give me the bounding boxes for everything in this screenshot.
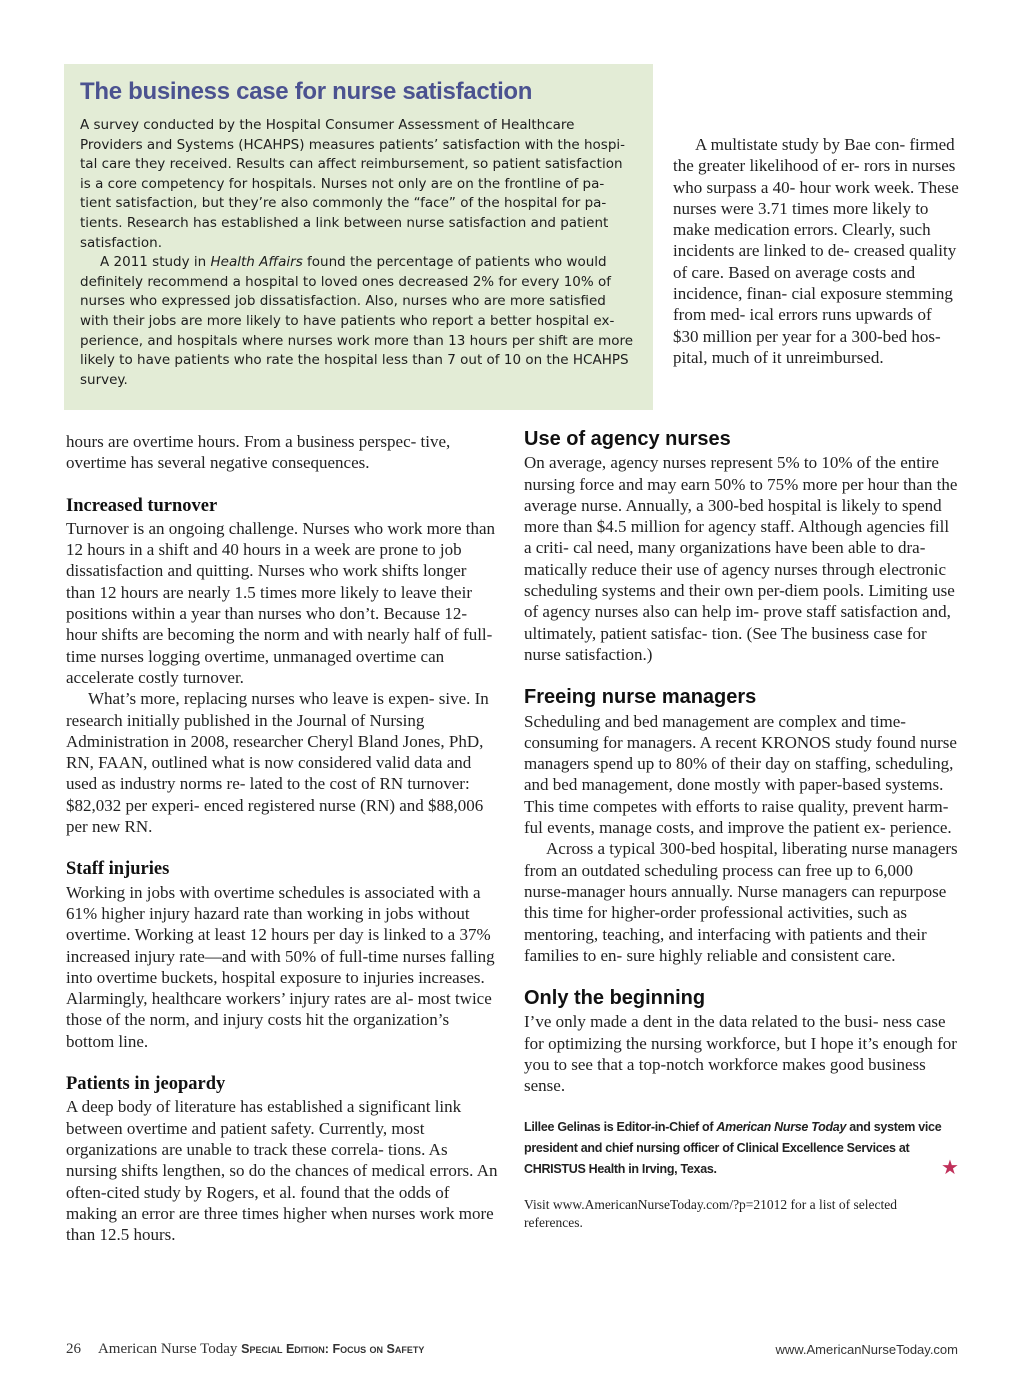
managers-paragraph-2: Across a typical 300-bed hospital, liberating nurse managers from an outdated scheduling process can free up to 6,000 nurse-manager hours annually. Nurse managers can repurpose this time for higher-order professional activities, such as mentoring, teaching, and interfacing with patients and their families to en- sure highly reliable and consistent care. — [524, 839, 958, 965]
edition-label: Special Edition: Focus on Safety — [241, 1342, 425, 1356]
author-bio-pre: Lillee Gelinas is Editor-in-Chief of — [524, 1119, 717, 1134]
star-icon: ★ — [941, 1155, 959, 1179]
managers-paragraph-1: Scheduling and bed management are complex and time-consuming for managers. A recent KRONOS study found nurse managers spend up to 80% of their day on staffing, scheduling, and bed management, done mostly with paper-based systems. This time competes with efforts to raise quality, prevent harm- ful events, manage costs, and improve the patient ex- perience. — [524, 711, 957, 838]
turnover-paragraph-2: What’s more, replacing nurses who leave is expen- sive. In research initially published in the Journal of Nursing Administration in 2008, researcher Cheryl Bland Jones, PhD, RN, FAAN, outlined what is now considered valid data and used as industry norms re- lated to the cost of RN turnover: $82,032 per experi- enced registered nurse (RN) and $88,006 per new RN. — [66, 689, 489, 837]
sidebar-title: The business case for nurse satisfaction — [80, 78, 533, 105]
managers-heading: Freeing nurse managers — [524, 686, 757, 709]
top-right-column — [673, 134, 959, 368]
sidebar-box — [64, 64, 653, 410]
sidebar-paragraph-2-pre: A 2011 study in — [100, 254, 211, 271]
page-number: 26 — [66, 1341, 81, 1357]
injuries-paragraph: Working in jobs with overtime schedules is associated with a 61% higher injury hazard rate than working in jobs without overtime. Working at least 12 hours per day is linked to a 37% increased injury rate—and with 50% of full-time nurses falling into overtime buckets, hospital exposure to injuries increases. Alarmingly, healthcare workers’ injury rates are al- most twice those of the norm, and injury costs hit the organization’s bottom line. — [66, 882, 495, 1051]
footer-left — [66, 1341, 424, 1358]
beginning-heading: Only the beginning — [524, 987, 706, 1010]
sidebar-paragraph-2 — [80, 253, 637, 390]
jeopardy-paragraph: A deep body of literature has established a significant link between overtime and patient safety. Currently, most organizations are unable to track these correla- tions. As nursing shifts lengthen, so do the chances of medical errors. An often-cited study by Rogers, et al. found that the odds of making an error are three times higher when nurses work more than 12.5 hours. — [66, 1097, 498, 1245]
right-column — [524, 429, 958, 1232]
sidebar-paragraph-1: A survey conducted by the Hospital Consumer Assessment of Healthcare Providers and Systems (HCAHPS) measures patients’ satisfaction with the hospi- tal care they received. Results can affect reimbursement, so patient satisfaction is a core competency for hospitals. Nurses not only are on the frontline of pa- tient satisfaction, but they’re also commonly the “face” of the hospital for pa- tients. Research has established a link between nurse satisfaction and patient satisfaction. — [80, 117, 626, 251]
sidebar-paragraph-2-post: found the percentage of patients who would definitely recommend a hospital to loved ones decreased 2% for every 10% of nurses who expressed job dissatisfaction. Also, nurses who are more satisfied with their jobs are more likely to have patients who report a better hospital ex- perience, and hospitals where nurses work more than 13 hours per shift are more likely to have patients who rate the hospital less than 7 out of 10 on the HCAHPS survey. — [80, 254, 634, 388]
beginning-paragraph: I’ve only made a dent in the data related to the busi- ness case for optimizing the nursing workforce, but I hope it’s enough for you to see that a top-notch workforce makes good business sense. — [524, 1012, 957, 1096]
agency-heading: Use of agency nurses — [524, 428, 731, 450]
turnover-paragraph-1: Turnover is an ongoing challenge. Nurses who work more than 12 hours in a shift and 40 hours in a week are prone to job dissatisfaction and quitting. Nurses who work shifts longer than 12 hours are nearly 1.5 times more likely to leave their positions within a year than nurses who don’t. Because 12-hour shifts are becoming the norm and with nearly half of full- time nurses logging overtime, unmanaged overtime can accelerate costly turnover. — [66, 518, 496, 687]
author-bio-post: and system vice president and chief nursing officer of Clinical Excellence Services at CHRISTUS Health in Irving, Texas. — [524, 1119, 942, 1176]
overtime-intro-paragraph: hours are overtime hours. From a business perspec- tive, overtime has several negative consequences. — [66, 432, 451, 473]
journal-title: Health Affairs — [210, 254, 303, 271]
agency-paragraph: On average, agency nurses represent 5% to 10% of the entire nursing force and may earn 50% to 75% more per hour than the average nurse. Annually, a 300-bed hospital is likely to spend more than $4.5 million for agency staff. Although agencies fill a criti- cal need, many organizations have been able to dra- matically reduce their use of agency nurses through electronic scheduling systems and their own per-diem pools. Limiting use of agency nurses also can help im- prove staff satisfaction and, ultimately, patient satisfac- tion. (See The business case for nurse satisfaction.) — [524, 453, 958, 664]
jeopardy-heading: Patients in jeopardy — [66, 1074, 226, 1095]
footer-url: www.AmericanNurseToday.com — [775, 1342, 958, 1357]
injuries-heading: Staff injuries — [66, 859, 170, 880]
publication-title: American Nurse Today — [97, 1341, 238, 1357]
left-column — [66, 431, 498, 1245]
bae-study-paragraph: A multistate study by Bae con- firmed the greater likelihood of er- rors in nurses who surpass a 40- hour work week. These nurses were 3.71 times more likely to make medication errors. Clearly, such incidents are linked to de- creased quality of care. Based on average costs and incidence, finan- cial exposure stemming from med- ical errors runs upwards of $30 million per year for a 300-bed hos- pital, much of it unreimbursed. — [673, 135, 959, 367]
author-bio — [524, 1117, 958, 1180]
references-note: Visit www.AmericanNurseToday.com/?p=21012 for a list of selected references. — [524, 1196, 898, 1230]
publication-name: American Nurse Today — [716, 1119, 847, 1134]
turnover-heading: Increased turnover — [66, 495, 218, 516]
